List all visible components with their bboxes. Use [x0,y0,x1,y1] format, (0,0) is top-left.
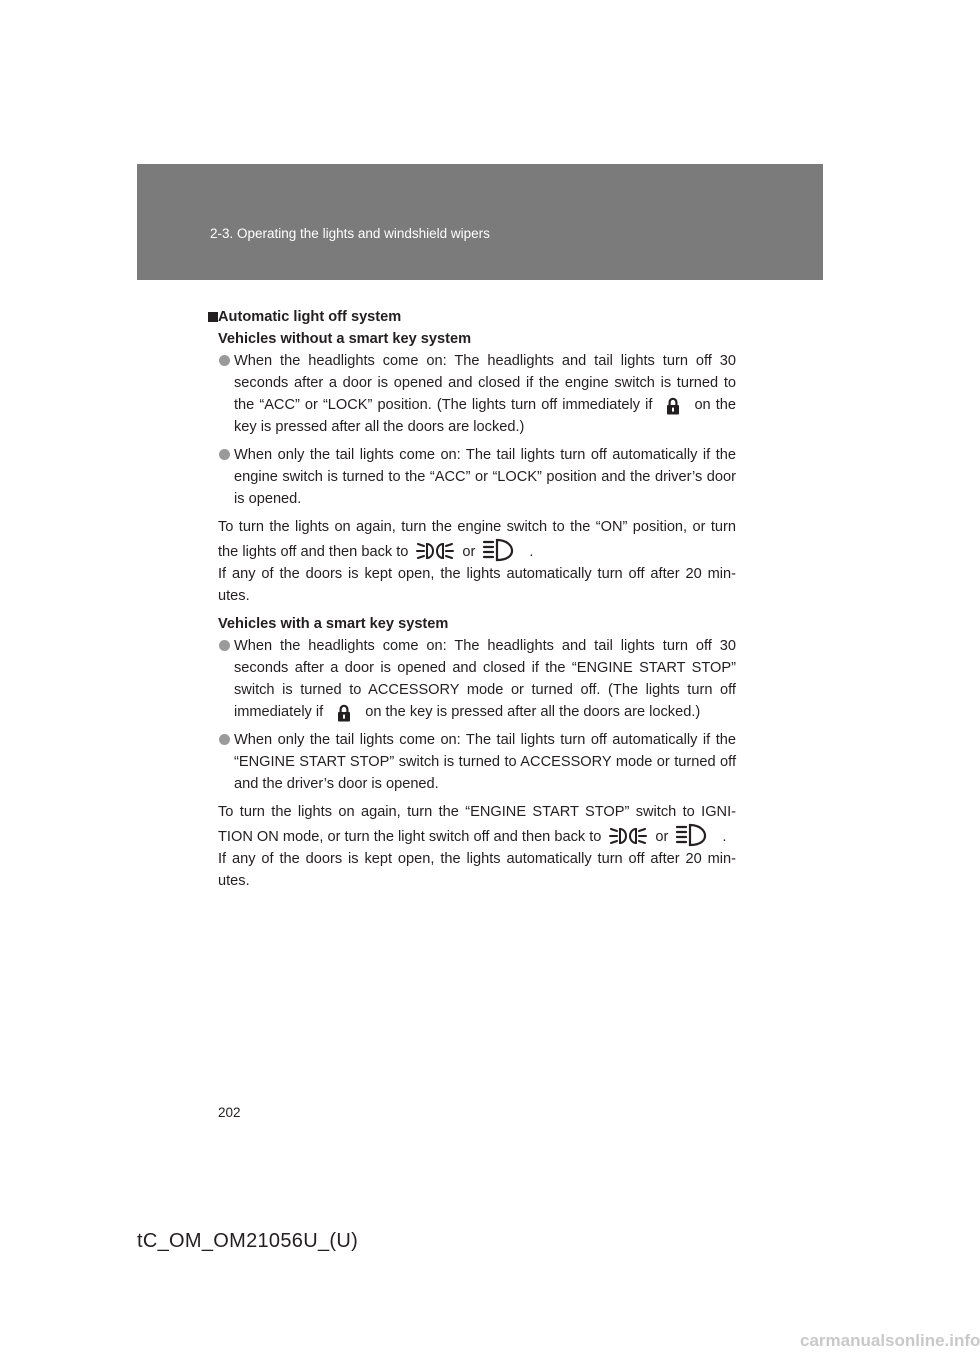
content [218,306,736,892]
page-number: 202 [218,1105,241,1120]
circle-bullet-icon [219,449,230,460]
document-code: tC_OM_OM21056U_(U) [137,1230,359,1252]
section-title: Automatic light off system [218,306,736,328]
watermark: carmanualsonline.info [800,1331,980,1350]
paragraph-with-doors-open: If any of the doors is kept open, the lights automatically turn off after 20 min-utes. [218,851,736,889]
header-title: 2-3. Operating the lights and windshield wipers [210,226,490,241]
paragraph-without-turn-on: To turn the lights on again, turn the engine switch to the “ON” position, or turn the lights off and then back to or . [218,519,736,560]
headlight-switch-icon [483,538,521,562]
subsection-title-without-smart-key: Vehicles without a smart key system [218,331,472,347]
lock-icon [337,704,351,722]
paragraph-without-doors-open: If any of the doors is kept open, the lights automatically turn off after 20 min-utes. [218,566,736,604]
subsection-title-with-smart-key: Vehicles with a smart key system [218,616,449,632]
square-bullet-icon [208,312,218,322]
circle-bullet-icon [219,355,230,366]
tail-light-switch-icon [416,540,454,562]
header-bar [137,164,823,280]
lock-icon [666,397,680,415]
paragraph-with-turn-on: To turn the lights on again, turn the “ENGINE START STOP” switch to IGNI-TION ON mode, or turn the light switch off and then back to or . [218,804,736,845]
bullet-with-tail-lights: When only the tail lights come on: The tail lights turn off automatically if the “ENGINE START STOP” switch is turned to ACCESSORY mode or turned off and the driver’s door is opened. [218,729,736,795]
bullet-without-tail-lights: When only the tail lights come on: The tail lights turn off automatically if the engine switch is turned to the “ACC” or “LOCK” position and the driver’s door is opened. [218,444,736,510]
bullet-with-headlights: When the headlights come on: The headlights and tail lights turn off 30 seconds after a door is opened and closed if the “ENGINE START STOP” switch is turned to ACCESSORY mode or turned off. (The lights turn off immediately if on the key is pressed after all the doors are locked.) [218,635,736,723]
tail-light-switch-icon [609,825,647,847]
circle-bullet-icon [219,640,230,651]
circle-bullet-icon [219,734,230,745]
headlight-switch-icon [676,823,714,847]
bullet-without-headlights: When the headlights come on: The headlights and tail lights turn off 30 seconds after a door is opened and closed if the engine switch is turned to the “ACC” or “LOCK” position. (The lights turn off immediately if on the key is pressed after all the doors are locked.) [218,350,736,438]
